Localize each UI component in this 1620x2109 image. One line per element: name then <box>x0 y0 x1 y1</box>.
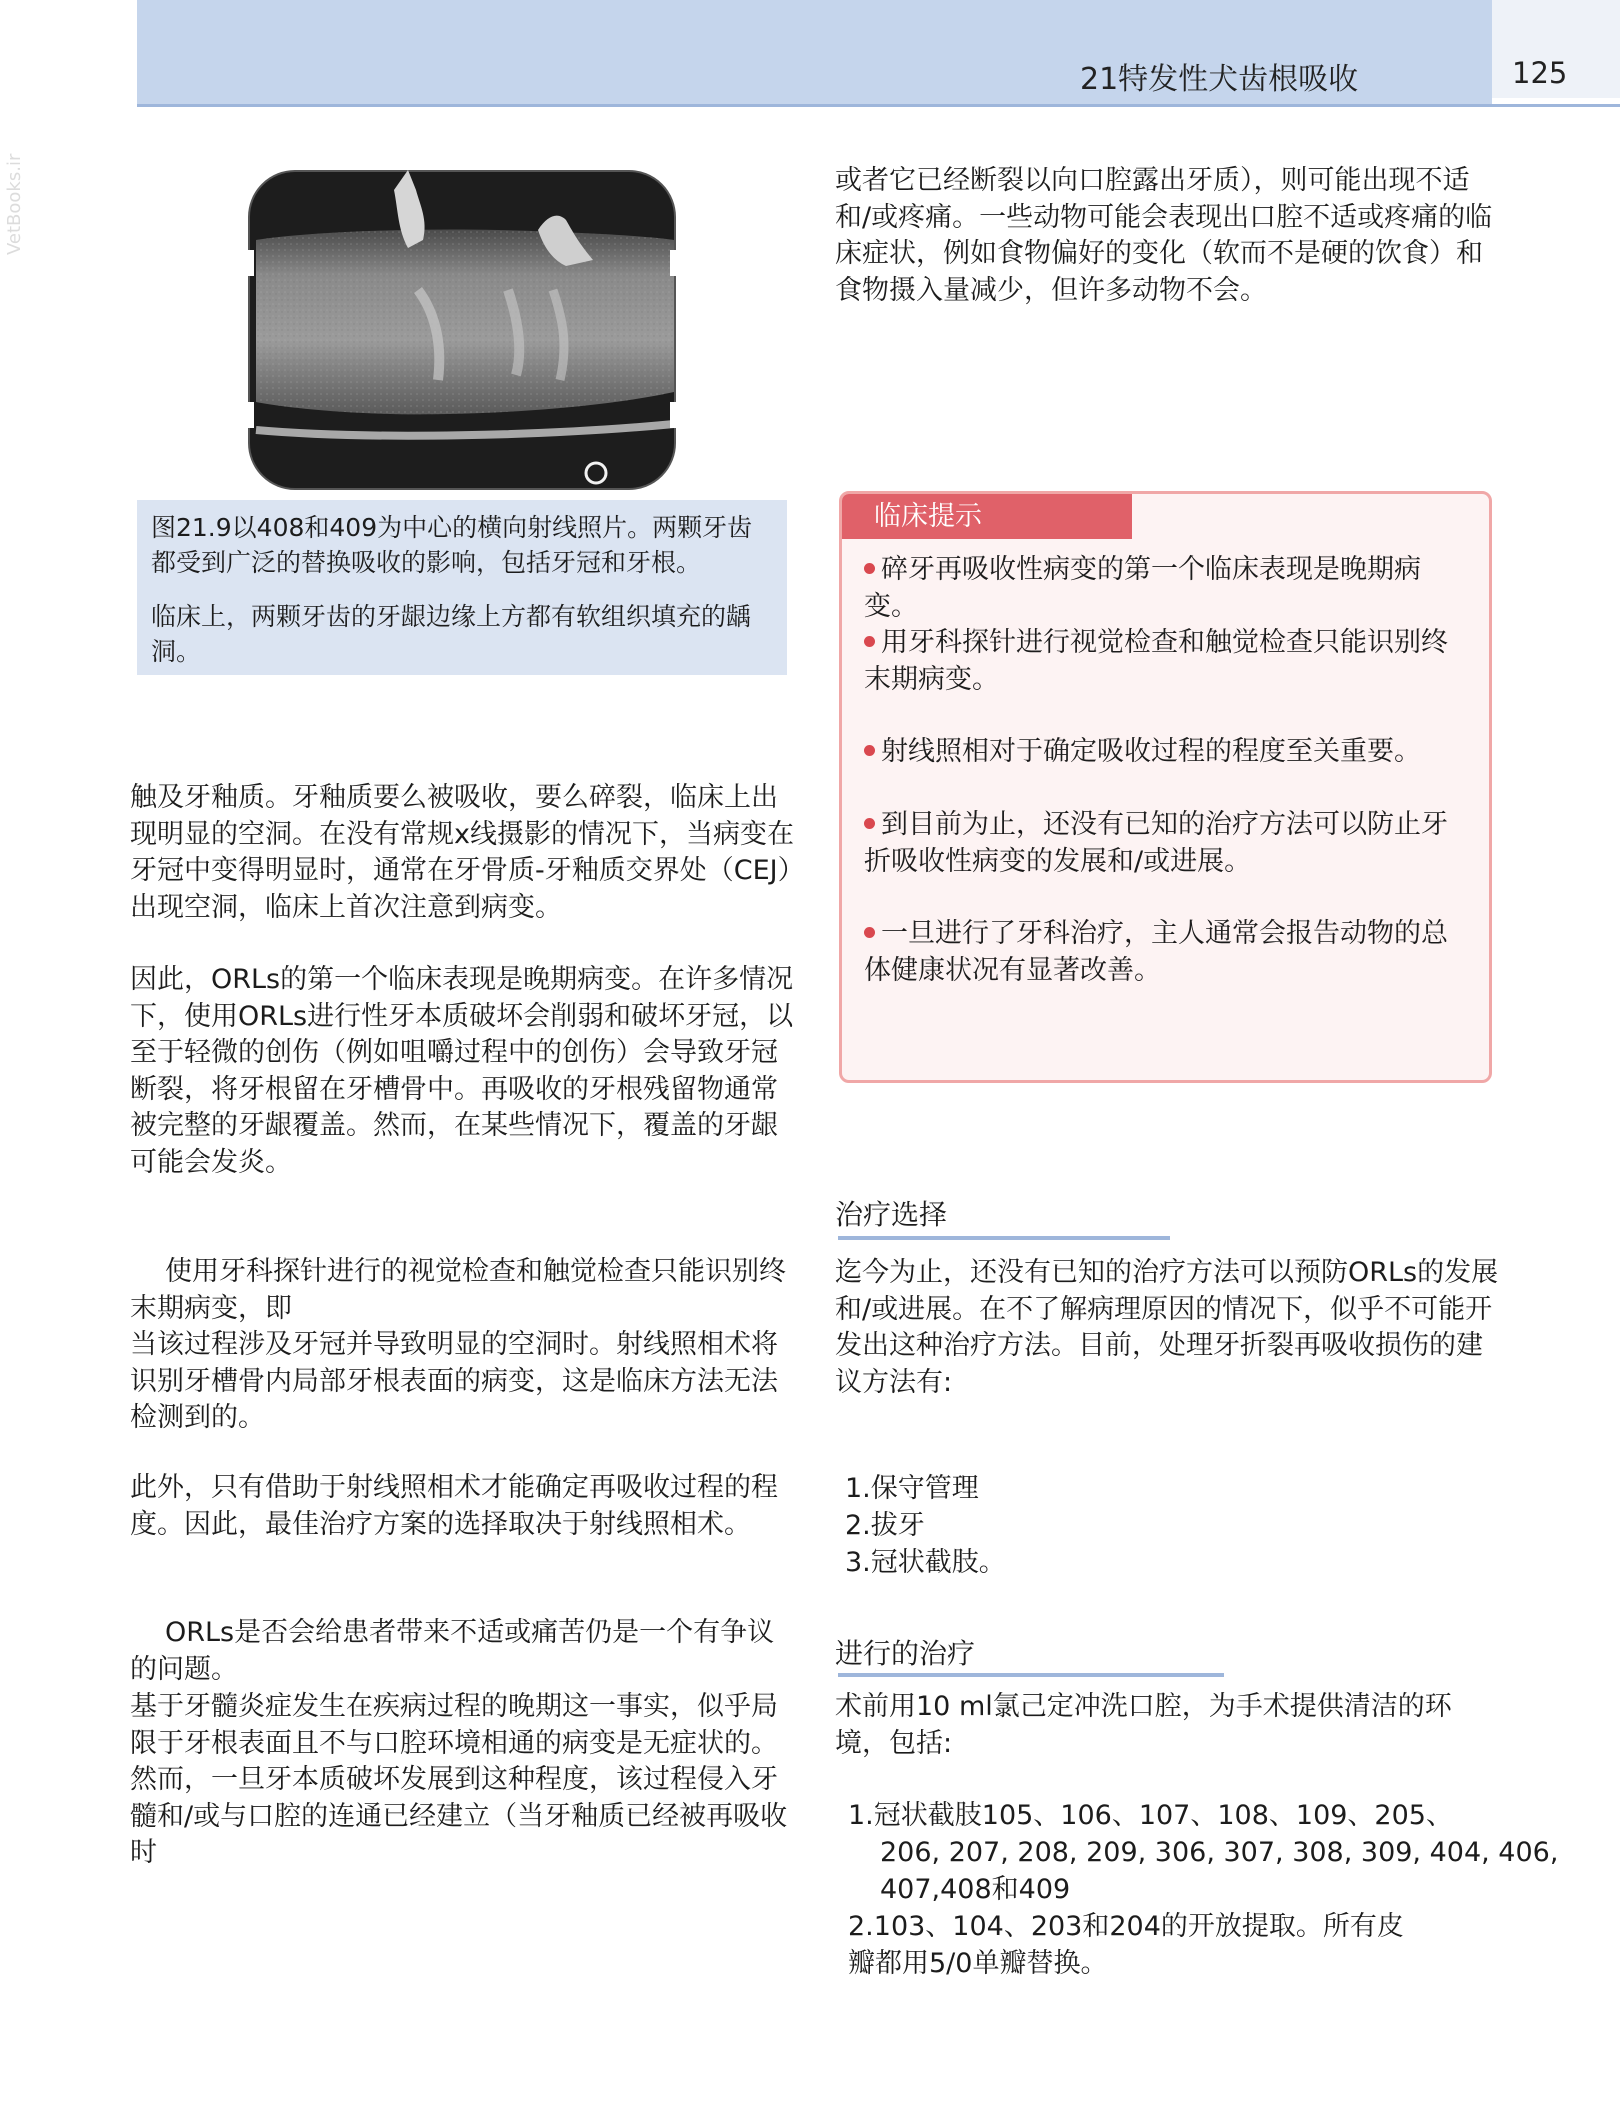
watermark: VetBooks.ir <box>4 153 25 255</box>
bullet-icon <box>864 745 875 756</box>
tip-text: 一旦进行了牙科治疗，主人通常会报告动物的总体健康状况有显著改善。 <box>864 918 1448 986</box>
left-paragraph-5b: 基于牙髓炎症发生在疾病过程的晚期这一事实，似乎局限于牙根表面且不与口腔环境相通的病变是无症状的。然而，一旦牙本质破坏发展到这种程度，该过程侵入牙髓和/或与口腔的连通已经建立（当牙釉质已经被再吸收时 <box>130 1691 788 1868</box>
section-rule <box>838 1673 1224 1677</box>
treatment-performed-heading: 进行的治疗 <box>835 1637 976 1670</box>
list-item: 2.103、104、203和204的开放提取。所有皮 <box>848 1911 1404 1942</box>
treatment-options-heading: 治疗选择 <box>835 1198 948 1231</box>
tip-text: 用牙科探针进行视觉检查和触觉检查只能识别终末期病变。 <box>864 627 1448 695</box>
right-paragraph-1: 或者它已经断裂以向口腔露出牙质），则可能出现不适和/或疼痛。一些动物可能会表现出口腔不适或疼痛的临床症状，例如食物偏好的变化（软而不是硬的饮食）和食物摄入量减少，但许多动物不会。 <box>835 165 1493 306</box>
left-paragraph-4: 此外，只有借助于射线照相术才能确定再吸收过程的程度。因此，最佳治疗方案的选择取决于射线照相术。 <box>130 1472 778 1540</box>
section-rule <box>838 1236 1170 1240</box>
header-rule <box>137 104 1620 107</box>
bullet-icon <box>864 818 875 829</box>
list-item: 2.拔牙 <box>845 1510 925 1541</box>
list-item: 瓣都用5/0单瓣替换。 <box>848 1948 1108 1979</box>
treatment-performed-list <box>848 1797 1558 1982</box>
tip-item-5 <box>864 916 1464 989</box>
page-number: 125 <box>1512 56 1568 90</box>
left-paragraph-3a: 使用牙科探针进行的视觉检查和触觉检查只能识别终末期病变，即 <box>130 1256 786 1324</box>
left-paragraph-2: 因此，ORLs的第一个临床表现是晚期病变。在许多情况下，使用ORLs进行性牙本质破坏会削弱和破坏牙冠，以至于轻微的创伤（例如咀嚼过程中的创伤）会导致牙冠断裂，将牙根留在牙槽骨中。再吸收的牙根残留物通常被完整的牙龈覆盖。然而，在某些情况下，覆盖的牙龈可能会发炎。 <box>130 964 794 1178</box>
tip-text: 到目前为止，还没有已知的治疗方法可以防止牙折吸收性病变的发展和/或进展。 <box>864 809 1448 877</box>
caption-text-2: 临床上，两颗牙齿的牙龈边缘上方都有软组织填充的龋洞。 <box>151 602 752 666</box>
tip-item-3 <box>864 734 1464 771</box>
list-item: 407,408和409 <box>880 1874 1071 1905</box>
list-item: 3.冠状截肢。 <box>845 1547 1006 1578</box>
radiograph-icon <box>248 170 676 490</box>
treatment-performed-text: 术前用10 ml氯己定冲洗口腔，为手术提供清洁的环境，包括: <box>835 1691 1452 1759</box>
running-head: 21特发性犬齿根吸收 <box>1080 62 1359 97</box>
radiograph-image <box>248 170 676 490</box>
treatment-options-text: 迄今为止，还没有已知的治疗方法可以预防ORLs的发展和/或进展。在不了解病理原因的情况下，似乎不可能开发出这种治疗方法。目前，处理牙折裂再吸收损伤的建议方法有: <box>835 1257 1499 1398</box>
figure-caption <box>137 500 787 675</box>
bullet-icon <box>864 563 875 574</box>
tip-item-2 <box>864 625 1464 698</box>
bullet-icon <box>864 927 875 938</box>
left-paragraph-1: 触及牙釉质。牙釉质要么被吸收，要么碎裂，临床上出现明显的空洞。在没有常规x线摄影的情况下，当病变在牙冠中变得明显时，通常在牙骨质-牙釉质交界处（CEJ）出现空洞，临床上首次注意到病变。 <box>130 782 794 923</box>
list-item: 206, 207, 208, 209, 306, 307, 308, 309, 404, 406, <box>880 1837 1559 1868</box>
list-item: 1.冠状截肢105、106、107、108、109、205、 <box>848 1800 1453 1831</box>
bullet-icon <box>864 636 875 647</box>
list-item: 1.保守管理 <box>845 1473 979 1504</box>
left-paragraph-3b: 当该过程涉及牙冠并导致明显的空洞时。射线照相术将识别牙槽骨内局部牙根表面的病变，这是临床方法无法检测到的。 <box>130 1329 778 1433</box>
tip-text: 碎牙再吸收性病变的第一个临床表现是晚期病变。 <box>864 554 1421 622</box>
tip-item-1 <box>864 552 1464 625</box>
left-paragraph-5a: ORLs是否会给患者带来不适或痛苦仍是一个有争议的问题。 <box>130 1617 775 1685</box>
clinical-tips-title: 临床提示 <box>842 494 1132 539</box>
caption-text-1: 图21.9以408和409为中心的横向射线照片。两颗牙齿都受到广泛的替换吸收的影响，包括牙冠和牙根。 <box>151 513 753 577</box>
tip-item-4 <box>864 807 1464 880</box>
clinical-tips-box <box>839 491 1492 1083</box>
tip-text: 射线照相对于确定吸收过程的程度至关重要。 <box>881 736 1421 767</box>
treatment-options-list <box>845 1470 1006 1581</box>
